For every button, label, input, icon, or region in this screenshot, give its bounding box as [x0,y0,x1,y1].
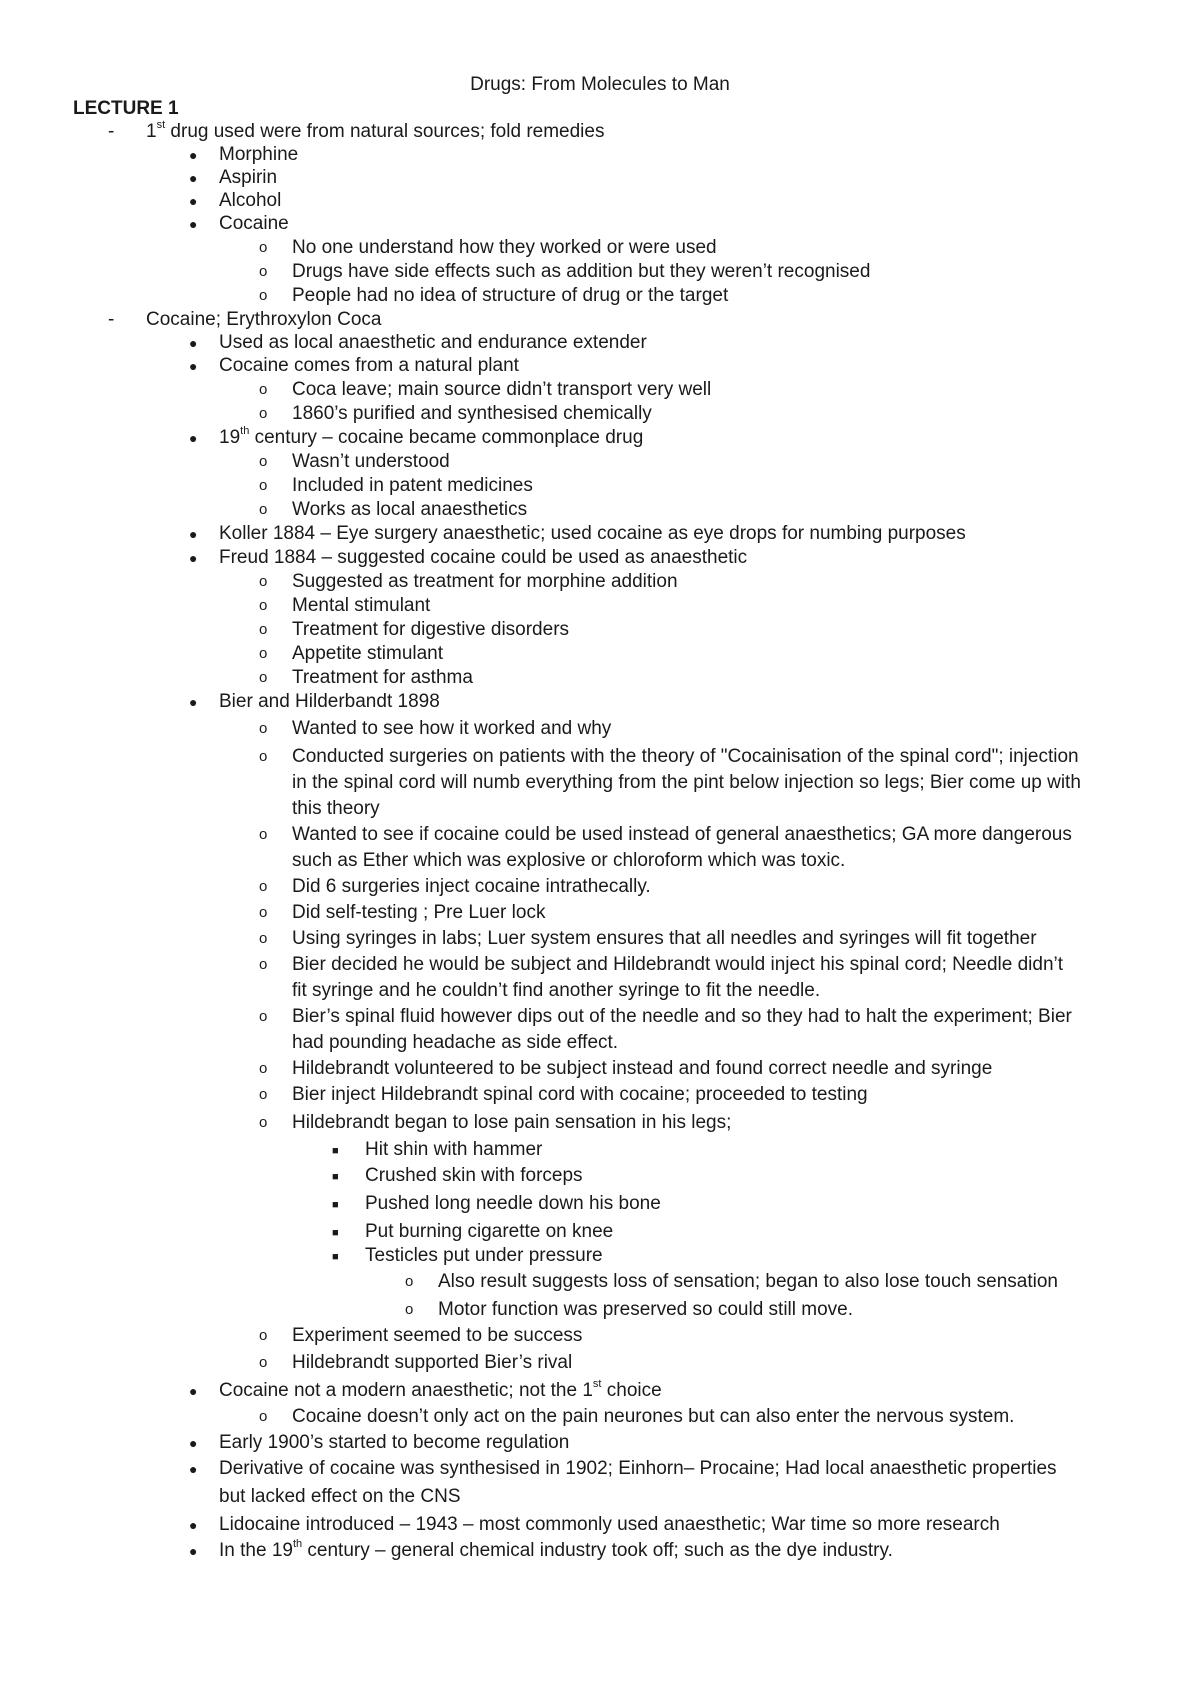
list-item [189,1513,1000,1537]
list-item-text: Lidocaine introduced – 1943 – most commonly used anaesthetic; War time so more research [219,1514,1000,1535]
bullet-marker: o [259,573,268,590]
list-item [259,953,1064,977]
list-item-text: Derivative of cocaine was synthesised in 1902; Einhorn– Procaine; Had local anaesthetic properties [219,1458,1057,1479]
list-item-text: fit syringe and he couldn’t find another syringe to fit the needle. [292,980,821,1001]
list-item-text: Put burning cigarette on knee [365,1221,614,1242]
list-item-text: Hit shin with hammer [365,1139,543,1160]
list-item-text: Cocaine not a modern anaesthetic; not the 1 [219,1380,593,1401]
bullet-marker: o [259,669,268,686]
list-item [259,1083,868,1107]
list-item-text: Included in patent medicines [292,475,533,496]
bullet-marker: o [259,239,268,256]
list-item-text: Drugs have side effects such as addition but they weren’t recognised [292,261,871,282]
list-item-text: People had no idea of structure of drug or the target [292,285,729,306]
bullet-marker: ● [189,1517,198,1533]
list-item-text: Appetite stimulant [292,643,444,664]
bullet-marker: o [259,748,268,765]
bullet-marker: o [259,501,268,518]
bullet-marker: o [259,621,268,638]
list-item [332,1164,583,1188]
list-item-text: Bier’s spinal fluid however dips out of the needle and so they had to halt the experiment; Bier [292,1006,1072,1027]
list-item-text: Aspirin [219,167,278,188]
list-item [259,498,528,522]
list-item-text: Hildebrandt volunteered to be subject instead and found correct needle and syringe [292,1058,993,1079]
list-item-continuation [292,849,845,873]
list-item [259,260,871,284]
bullet-marker: o [405,1273,414,1290]
list-item [259,236,717,260]
bullet-marker: o [259,453,268,470]
list-item [259,618,570,642]
list-item-text: Cocaine doesn’t only act on the pain neurones but can also enter the nervous system. [292,1406,1015,1427]
list-item-text: Cocaine [219,213,289,234]
list-item [259,717,612,741]
list-item [259,570,678,594]
bullet-marker: o [259,1114,268,1131]
list-item [259,666,473,690]
bullet-marker: ■ [332,1171,339,1183]
list-item-text: Crushed skin with forceps [365,1165,583,1186]
list-item-continuation [292,771,1081,795]
list-item [189,212,289,236]
list-item-text: Did 6 surgeries inject cocaine intrathecally. [292,876,651,897]
list-item [332,1138,543,1162]
list-item-text: 19 [219,427,241,448]
bullet-marker: o [259,405,268,422]
list-item [405,1298,854,1322]
bullet-marker: o [259,287,268,304]
bullet-marker: ● [189,216,198,232]
bullet-marker: ● [189,526,198,542]
bullet-marker: ● [189,335,198,351]
list-item-text: but lacked effect on the CNS [219,1486,461,1507]
list-item [189,189,282,213]
list-item [259,927,1037,951]
list-item [259,594,431,618]
list-item-text: Motor function was preserved so could still move. [438,1299,854,1320]
list-item-text: Hildebrandt supported Bier’s rival [292,1352,573,1373]
bullet-marker: o [259,878,268,895]
bullet-marker: ● [189,694,198,710]
list-item-continuation [219,1485,461,1509]
bullet-marker: o [259,1327,268,1344]
list-item-text: Works as local anaesthetics [292,499,528,520]
bullet-marker: o [259,477,268,494]
list-item-text: choice [601,1380,662,1401]
list-item-text: In the 19 [219,1540,293,1561]
list-item-text: No one understand how they worked or were used [292,237,717,258]
list-item-text: Bier inject Hildebrandt spinal cord with cocaine; proceeded to testing [292,1084,868,1105]
list-item [189,143,299,167]
list-item [259,1324,583,1348]
list-item-text: Did self-testing ; Pre Luer lock [292,902,546,923]
list-item [189,166,278,190]
list-item [189,522,966,546]
bullet-marker: o [259,263,268,280]
list-item-text: Wanted to see if cocaine could be used instead of general anaesthetics; GA more dangerous [292,824,1072,845]
list-item-text: Pushed long needle down his bone [365,1193,661,1214]
bullet-marker: o [259,1060,268,1077]
list-item-text: in the spinal cord will numb everything from the pint below injection so legs; Bier come up with [292,772,1081,793]
bullet-marker: ● [189,1435,198,1451]
list-item-text: Freud 1884 – suggested cocaine could be used as anaesthetic [219,547,748,568]
bullet-marker: ● [189,430,198,446]
list-item [332,1220,614,1244]
list-item-text: this theory [292,798,380,819]
list-item-text: Hildebrandt began to lose pain sensation in his legs; [292,1112,732,1133]
list-item-text: Treatment for asthma [292,667,473,688]
bullet-marker: o [259,381,268,398]
list-item-text: Mental stimulant [292,595,431,616]
list-item-text: Conducted surgeries on patients with the theory of "Cocainisation of the spinal cord"; injection [292,746,1079,767]
bullet-marker: ■ [332,1251,339,1263]
bullet-marker: o [259,1086,268,1103]
list-item [189,354,519,378]
list-item [189,1537,893,1563]
list-item [189,331,647,355]
bullet-marker: ■ [332,1145,339,1157]
list-item [259,642,444,666]
bullet-marker: o [259,956,268,973]
bullet-marker: o [259,645,268,662]
list-item-text: Cocaine comes from a natural plant [219,355,519,376]
list-item-text: 1 [146,121,157,142]
bullet-marker: ● [189,1461,198,1477]
list-item-text: Early 1900’s started to become regulation [219,1432,570,1453]
list-item-text: Wanted to see how it worked and why [292,718,612,739]
bullet-marker: - [108,309,115,330]
document-title: Drugs: From Molecules to Man [470,74,730,95]
list-item [259,450,450,474]
bullet-marker: o [259,1354,268,1371]
list-item [108,308,382,332]
list-item [189,1431,570,1455]
list-item-text: such as Ether which was explosive or chloroform which was toxic. [292,850,846,871]
list-item [259,823,1072,847]
list-item-text: drug used were from natural sources; fold remedies [165,121,605,142]
list-item [189,690,440,714]
list-item-text: Also result suggests loss of sensation; began to also lose touch sensation [438,1271,1058,1292]
bullet-marker: ● [189,1543,198,1559]
list-item-continuation [292,797,380,821]
list-item [189,424,644,450]
list-item [259,1351,573,1375]
list-item [259,402,652,426]
list-item-text: Bier decided he would be subject and Hildebrandt would inject his spinal cord; Needle didn’t [292,954,1064,975]
bullet-marker: - [108,121,115,142]
list-item [259,1005,1072,1029]
list-item [259,875,651,899]
bullet-marker: o [259,1408,268,1425]
bullet-marker: ● [189,193,198,209]
list-item-text: Coca leave; main source didn’t transport very well [292,379,712,400]
superscript: th [292,1537,303,1550]
list-item [405,1270,1058,1294]
list-item [332,1244,603,1268]
bullet-marker: o [259,904,268,921]
bullet-marker: ■ [332,1227,339,1239]
list-item-text: Morphine [219,144,299,165]
list-item-text: Suggested as treatment for morphine addition [292,571,678,592]
list-item-text: century – general chemical industry took off; such as the dye industry. [302,1540,893,1561]
list-item-text: Used as local anaesthetic and endurance extender [219,332,647,353]
bullet-marker: ● [189,358,198,374]
list-item-text: Treatment for digestive disorders [292,619,570,640]
bullet-marker: o [259,1008,268,1025]
list-item [259,1405,1015,1429]
list-item-text: had pounding headache as side effect. [292,1032,619,1053]
list-item-text: 1860’s purified and synthesised chemically [292,403,652,424]
superscript: st [592,1377,602,1390]
list-item-text: Experiment seemed to be success [292,1325,583,1346]
list-item [259,378,712,402]
list-item-text: Koller 1884 – Eye surgery anaesthetic; used cocaine as eye drops for numbing purposes [219,523,966,544]
bullet-marker: o [259,930,268,947]
list-item-text: Testicles put under pressure [365,1245,603,1266]
list-item-text: Cocaine; Erythroxylon Coca [146,309,382,330]
list-item [259,1057,993,1081]
list-item [189,1457,1057,1481]
bullet-marker: ● [189,550,198,566]
bullet-marker: ● [189,170,198,186]
lecture-heading: LECTURE 1 [73,98,179,119]
list-item [108,118,605,144]
list-item-text: Wasn’t understood [292,451,450,472]
list-item-text: Using syringes in labs; Luer system ensures that all needles and syringes will fit together [292,928,1037,949]
list-item [332,1192,661,1216]
list-item [259,474,533,498]
list-item [259,1111,732,1135]
bullet-marker: ● [189,1383,198,1399]
bullet-marker: o [259,826,268,843]
list-item-text: Bier and Hilderbandt 1898 [219,691,440,712]
list-item [259,284,729,308]
bullet-marker: o [259,597,268,614]
list-item [189,1377,662,1403]
list-item [259,901,546,925]
superscript: st [156,118,166,131]
list-item [259,745,1079,769]
list-item-continuation [292,1031,618,1055]
bullet-marker: o [259,720,268,737]
list-item-text: Alcohol [219,190,282,211]
bullet-marker: o [405,1301,414,1318]
list-item-continuation [292,979,820,1003]
list-item [189,546,748,570]
bullet-marker: ● [189,147,198,163]
superscript: th [240,424,250,437]
list-item-text: century – cocaine became commonplace drug [249,427,644,448]
bullet-marker: ■ [332,1199,339,1211]
